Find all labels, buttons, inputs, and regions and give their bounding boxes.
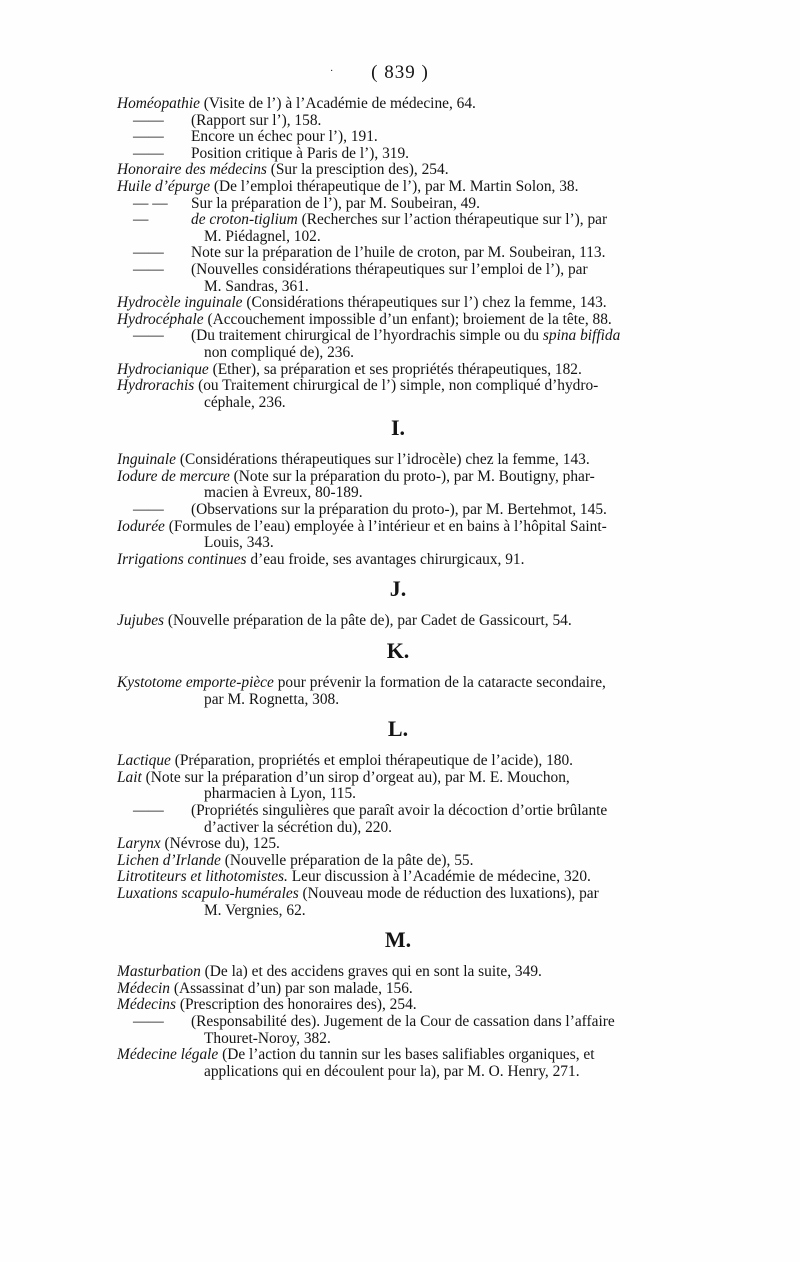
- entry-term: Hydrocèle inguinale: [117, 294, 243, 312]
- repeat-dash: — —: [133, 194, 168, 212]
- entry-term: Inguinale: [117, 451, 176, 469]
- index-section-i: [117, 452, 679, 568]
- entry-text: (Assassinat d’un) par son malade, 156.: [169, 979, 413, 997]
- index-entry: [117, 378, 679, 411]
- entry-term: Lichen d’Irlande: [117, 851, 221, 869]
- entry-term: de croton-tiglium: [191, 211, 298, 229]
- entry-text: (Note sur la préparation d’un sirop d’orgeat au), par M. E. Mouchon,: [141, 768, 570, 786]
- index-entry: [117, 519, 679, 552]
- entry-term: Honoraire des médecins: [117, 161, 267, 179]
- entry-text: pour prévenir la formation de la cataracte secondaire,: [273, 674, 606, 692]
- index-entry: [117, 675, 679, 708]
- index-entry: [117, 162, 679, 179]
- entry-text: (Recherches sur l’action thérapeutique sur l’), par: [297, 211, 608, 229]
- index-entry: [117, 964, 679, 981]
- entry-text: (De la) et des accidens graves qui en sont la suite, 349.: [200, 963, 542, 981]
- index-entry: [117, 129, 679, 146]
- index-entry: [117, 96, 679, 113]
- index-section-l: [117, 753, 679, 919]
- entry-text: (Formules de l’eau) employée à l’intérieur et en bains à l’hôpital Saint-: [164, 517, 607, 535]
- index-entry: [117, 245, 679, 262]
- entry-term: Huile d’épurge: [117, 177, 211, 195]
- index-entry: [117, 552, 679, 569]
- entry-continuation: applications qui en découlent pour la), par M. O. Henry, 271.: [204, 1062, 580, 1080]
- index-entry: [117, 836, 679, 853]
- repeat-dash: —: [133, 211, 149, 229]
- entry-term: Médecins: [117, 996, 176, 1014]
- index-entry: [117, 981, 679, 998]
- section-letter-m: M.: [384, 927, 412, 953]
- index-entry: [117, 146, 679, 163]
- index-entry: [117, 113, 679, 130]
- repeat-dash: ——: [133, 802, 164, 819]
- entry-text: d’eau froide, ses avantages chirurgicaux, 91.: [246, 550, 525, 568]
- repeat-dash: ——: [133, 1012, 164, 1030]
- index-entry: [117, 469, 679, 502]
- repeat-dash: ——: [133, 501, 164, 519]
- entry-continuation: M. Vergnies, 62.: [204, 901, 306, 919]
- entry-text: Position critique à Paris de l’), 319.: [191, 144, 410, 162]
- entry-text: Encore un échec pour l’), 191.: [191, 128, 378, 146]
- index-entry: [117, 997, 679, 1014]
- entry-text: (Nouvelle préparation de la pâte de), par Cadet de Gassicourt, 54.: [164, 612, 572, 630]
- entry-text: (Du traitement chirurgical de l’hyordrachis simple ou du: [191, 327, 543, 345]
- entry-term: Jujubes: [117, 612, 165, 630]
- section-letter-j: J.: [389, 576, 407, 602]
- entry-continuation: par M. Rognetta, 308.: [204, 690, 340, 708]
- index-text: [117, 96, 679, 1080]
- index-entry: [117, 262, 679, 295]
- index-entry: [117, 328, 679, 361]
- entry-text: (Sur la presciption des), 254.: [266, 161, 449, 179]
- entry-text: (Nouveau mode de réduction des luxations), par: [298, 884, 599, 902]
- entry-continuation: M. Piédagnel, 102.: [204, 227, 321, 245]
- index-entry: [117, 295, 679, 312]
- page-dot: ·: [330, 66, 335, 77]
- entry-text: (Responsabilité des). Jugement de la Cour de cassation dans l’affaire: [191, 1012, 615, 1030]
- entry-continuation: non compliqué de), 236.: [204, 343, 355, 361]
- entry-text: (Considérations thérapeutiques sur l’) chez la femme, 143.: [242, 294, 607, 312]
- entry-text: (Visite de l’) à l’Académie de médecine, 64.: [199, 95, 476, 112]
- entry-text: (Ether), sa préparation et ses propriétés thérapeutiques, 182.: [208, 360, 582, 378]
- entry-text: (Névrose du), 125.: [160, 835, 280, 853]
- index-entry: [117, 452, 679, 469]
- entry-continuation: M. Sandras, 361.: [204, 277, 309, 295]
- repeat-dash: ——: [133, 260, 164, 278]
- entry-term: Lactique: [117, 752, 171, 770]
- section-letter-i: I.: [390, 415, 406, 441]
- entry-continuation: d’activer la sécrétion du), 220.: [204, 818, 393, 836]
- entry-term: Masturbation: [117, 963, 201, 981]
- page-number-text: ( 839 ): [371, 62, 429, 83]
- entry-text: (Nouvelle préparation de la pâte de), 55.: [220, 851, 474, 869]
- index-section-m: [117, 964, 679, 1080]
- repeat-dash: ——: [133, 244, 164, 262]
- entry-text: (ou Traitement chirurgical de l’) simple, non compliqué d’hydro-: [194, 377, 599, 395]
- entry-term: Hydrocéphale: [117, 310, 204, 328]
- page-number: [0, 62, 800, 84]
- entry-text: (Note sur la préparation du proto-), par M. Boutigny, phar-: [229, 467, 595, 485]
- entry-term-secondary: spina biffida: [542, 327, 621, 345]
- entry-continuation: Louis, 343.: [204, 534, 274, 552]
- index-entry: [117, 362, 679, 379]
- repeat-dash: ——: [133, 327, 164, 345]
- entry-text: (Considérations thérapeutiques sur l’idrocèle) chez la femme, 143.: [176, 451, 590, 469]
- entry-text: (De l’action du tannin sur les bases salifiables organiques, et: [218, 1046, 595, 1064]
- entry-text: (Nouvelles considérations thérapeutiques sur l’emploi de l’), par: [191, 260, 588, 278]
- entry-term: Irrigations continues: [117, 550, 247, 568]
- entry-term: Larynx: [117, 835, 161, 853]
- index-entry: [117, 753, 679, 770]
- entry-text: (Préparation, propriétés et emploi thérapeutique de l’acide), 180.: [170, 752, 574, 770]
- entry-term: Luxations scapulo-humérales: [117, 884, 299, 902]
- entry-text: Sur la préparation de l’), par M. Soubeiran, 49.: [191, 194, 480, 212]
- entry-term: Médecine légale: [117, 1046, 219, 1064]
- index-entry: [117, 886, 679, 919]
- entry-text: Note sur la préparation de l’huile de croton, par M. Soubeiran, 113.: [191, 244, 606, 262]
- section-letter-k: K.: [386, 638, 410, 664]
- repeat-dash: ——: [133, 111, 164, 129]
- entry-term: Iodurée: [117, 517, 165, 535]
- index-entry: [117, 613, 679, 630]
- entry-text: Leur discussion à l’Académie de médecine, 320.: [287, 868, 591, 886]
- repeat-dash: ——: [133, 144, 164, 162]
- index-section-k: [117, 675, 679, 708]
- section-letter-l: L.: [387, 716, 409, 742]
- entry-text: (De l’emploi thérapeutique de l’), par M. Martin Solon, 38.: [210, 177, 579, 195]
- entry-term: Homéopathie: [117, 95, 200, 112]
- entry-term: Hydrocianique: [117, 360, 209, 378]
- entry-text: (Prescription des honoraires des), 254.: [175, 996, 417, 1014]
- entry-term: Iodure de mercure: [117, 467, 230, 485]
- entry-continuation: céphale, 236.: [204, 393, 286, 411]
- index-entry: [117, 770, 679, 803]
- entry-continuation: pharmacien à Lyon, 115.: [204, 785, 357, 803]
- index-entry: [117, 803, 679, 836]
- index-section-h: [117, 96, 679, 411]
- repeat-dash: ——: [133, 128, 164, 146]
- index-entry: [117, 1014, 679, 1047]
- index-entry: [117, 502, 679, 519]
- entry-text: (Rapport sur l’), 158.: [191, 111, 322, 129]
- index-entry: [117, 196, 679, 213]
- entry-text: (Propriétés singulières que paraît avoir la décoction d’ortie brûlante: [191, 802, 608, 819]
- index-entry: [117, 853, 679, 870]
- index-entry: [117, 312, 679, 329]
- entry-term: Kystotome emporte-pièce: [117, 674, 274, 692]
- index-section-j: [117, 613, 679, 630]
- index-entry: [117, 869, 679, 886]
- entry-continuation: Thouret-Noroy, 382.: [204, 1029, 331, 1047]
- entry-term: Lait: [117, 768, 142, 786]
- index-entry: [117, 1047, 679, 1080]
- entry-term: Litrotiteurs et lithotomistes.: [117, 868, 288, 886]
- entry-term: Hydrorachis: [117, 377, 195, 395]
- entry-term: Médecin: [117, 979, 170, 997]
- index-entry: [117, 179, 679, 196]
- entry-text: (Accouchement impossible d’un enfant); broiement de la tête, 88.: [203, 310, 612, 328]
- index-entry: [117, 212, 679, 245]
- entry-continuation: macien à Evreux, 80-189.: [204, 484, 363, 502]
- entry-text: (Observations sur la préparation du proto-), par M. Bertehmot, 145.: [191, 501, 607, 519]
